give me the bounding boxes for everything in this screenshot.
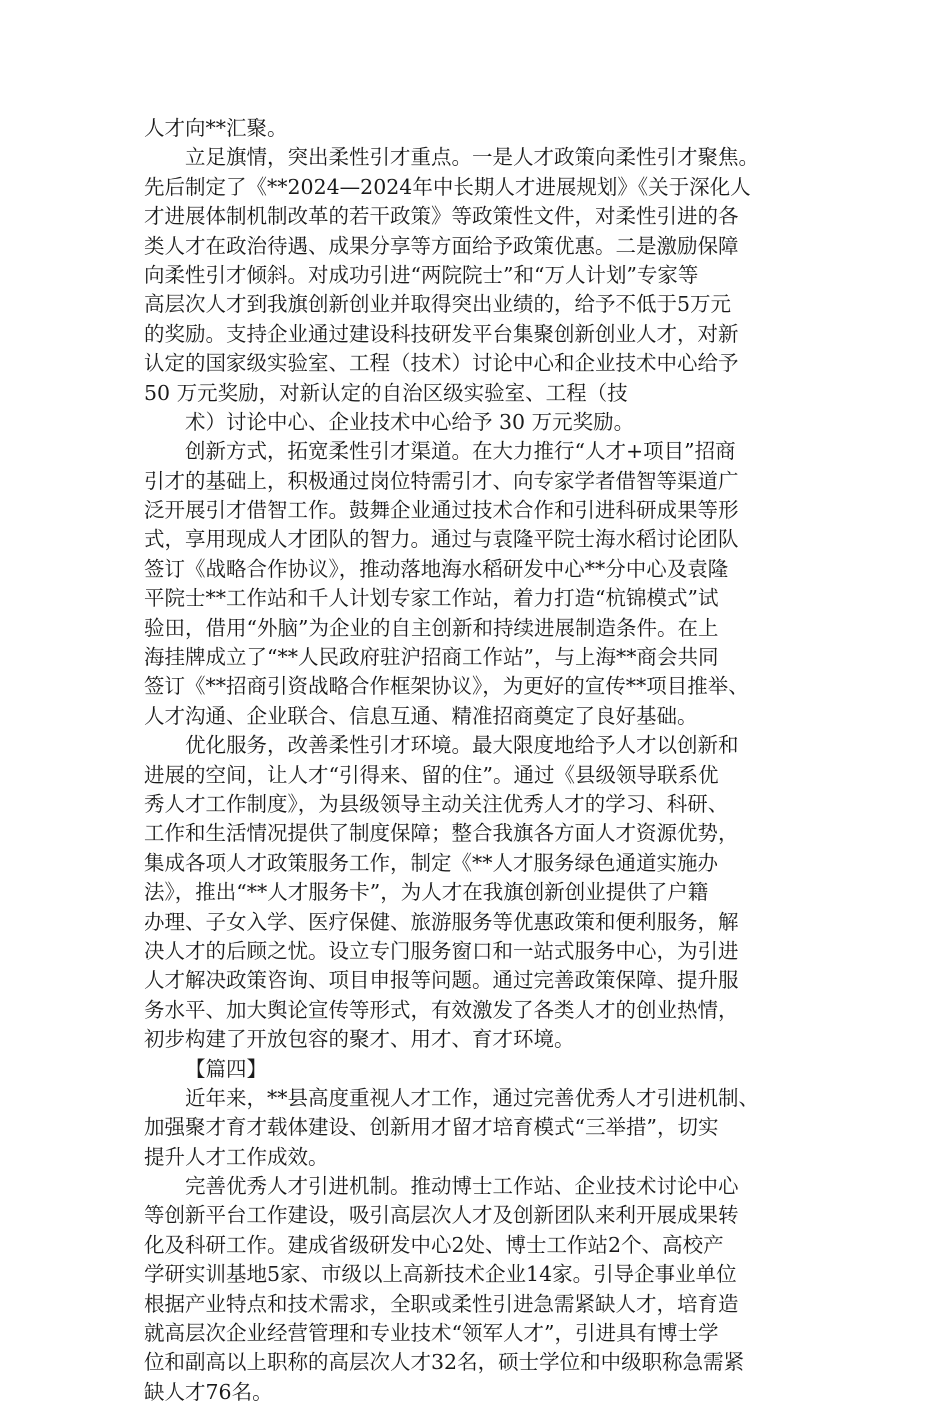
text-line: 初步构建了开放包容的聚才、用才、育才环境。 bbox=[144, 1027, 575, 1052]
text-line: 高层次人才到我旗创新创业并取得突出业绩的，给予不低于5万元 bbox=[144, 292, 732, 317]
text-line: 完善优秀人才引进机制。推动博士工作站、企业技术讨论中心 bbox=[185, 1174, 739, 1199]
text-line: 人才解决政策咨询、项目申报等问题。通过完善政策保障、提升服 bbox=[144, 968, 739, 993]
text-line: 决人才的后顾之忧。设立专门服务窗口和一站式服务中心，为引进 bbox=[144, 938, 739, 963]
text-line: 优化服务，改善柔性引才环境。最大限度地给予人才以创新和 bbox=[185, 733, 739, 758]
text-line: 等创新平台工作建设，吸引高层次人才及创新团队来利开展成果转 bbox=[144, 1203, 739, 1228]
text-line: 人才沟通、企业联合、信息互通、精准招商奠定了良好基础。 bbox=[144, 703, 698, 728]
text-line: 式，享用现成人才团队的智力。通过与袁隆平院士海水稻讨论团队 bbox=[144, 527, 739, 552]
text-line: 泛开展引才借智工作。鼓舞企业通过技术合作和引进科研成果等形 bbox=[144, 498, 739, 523]
text-line: 就高层次企业经营管理和专业技术“领军人才”，引进具有博士学 bbox=[144, 1321, 719, 1346]
text-line: 化及科研工作。建成省级研发中心2处、博士工作站2个、高校产 bbox=[144, 1232, 724, 1257]
text-line: 海挂牌成立了“**人民政府驻沪招商工作站”，与上海**商会共同 bbox=[144, 645, 719, 670]
text-line: 办理、子女入学、医疗保健、旅游服务等优惠政策和便利服务，解 bbox=[144, 909, 739, 934]
text-line: 加强聚才育才载体建设、创新用才留才培育模式“三举措”，切实 bbox=[144, 1115, 719, 1140]
document-page bbox=[144, 114, 824, 1407]
text-line: 立足旗情，突出柔性引才重点。一是人才政策向柔性引才聚焦。 bbox=[185, 145, 759, 170]
text-line: 的奖励。支持企业通过建设科技研发平台集聚创新创业人才，对新 bbox=[144, 321, 739, 346]
text-line: 签订《**招商引资战略合作框架协议》，为更好的宣传**项目推举、 bbox=[144, 674, 749, 699]
text-line: 集成各项人才政策服务工作，制定《**人才服务绿色通道实施办 bbox=[144, 850, 718, 875]
text-line: 法》，推出“**人才服务卡”，为人才在我旗创新创业提供了户籍 bbox=[144, 880, 709, 905]
text-line: 位和副高以上职称的高层次人才32名，硕士学位和中级职称急需紧 bbox=[144, 1350, 745, 1375]
text-line: 才进展体制机制改革的若干政策》等政策性文件，对柔性引进的各 bbox=[144, 204, 739, 229]
text-line: 工作和生活情况提供了制度保障；整合我旗各方面人才资源优势， bbox=[144, 821, 739, 846]
text-line: 签订《战略合作协议》，推动落地海水稻研发中心**分中心及袁隆 bbox=[144, 556, 729, 581]
text-line: 类人才在政治待遇、成果分享等方面给予政策优惠。二是激励保障 bbox=[144, 233, 739, 258]
text-line: 缺人才76名。 bbox=[144, 1379, 273, 1404]
text-line: 创新方式，拓宽柔性引才渠道。在大力推行“人才+项目”招商 bbox=[185, 439, 736, 464]
text-line: 近年来，**县高度重视人才工作，通过完善优秀人才引进机制、 bbox=[185, 1085, 759, 1110]
text-line: 【篇四】 bbox=[185, 1056, 267, 1081]
text-line: 认定的国家级实验室、工程（技术）讨论中心和企业技术中心给予 bbox=[144, 351, 739, 376]
text-line: 术）讨论中心、企业技术中心给予 30 万元奖励。 bbox=[185, 409, 635, 434]
text-line: 根据产业特点和技术需求，全职或柔性引进急需紧缺人才，培育造 bbox=[144, 1291, 739, 1316]
text-line: 先后制定了《**2024—2024年中长期人才进展规划》《关于深化人 bbox=[144, 174, 751, 199]
text-line: 进展的空间，让人才“引得来、留的住”。通过《县级领导联系优 bbox=[144, 762, 719, 787]
text-line: 务水平、加大舆论宣传等形式，有效激发了各类人才的创业热情， bbox=[144, 997, 739, 1022]
text-line: 50 万元奖励，对新认定的自治区级实验室、工程（技 bbox=[144, 380, 628, 405]
text-line: 引才的基础上，积极通过岗位特需引才、向专家学者借智等渠道广 bbox=[144, 468, 739, 493]
text-line: 学研实训基地5家、市级以上高新技术企业14家。引导企事业单位 bbox=[144, 1262, 737, 1287]
text-line: 提升人才工作成效。 bbox=[144, 1144, 329, 1169]
text-line: 人才向**汇聚。 bbox=[144, 116, 288, 140]
text-line: 验田，借用“外脑”为企业的自主创新和持续进展制造条件。在上 bbox=[144, 615, 719, 640]
text-line: 平院士**工作站和千人计划专家工作站，着力打造“杭锦模式”试 bbox=[144, 586, 719, 611]
text-line: 向柔性引才倾斜。对成功引进“两院院士”和“万人计划”专家等 bbox=[144, 262, 699, 287]
text-line: 秀人才工作制度》，为县级领导主动关注优秀人才的学习、科研、 bbox=[144, 791, 729, 816]
